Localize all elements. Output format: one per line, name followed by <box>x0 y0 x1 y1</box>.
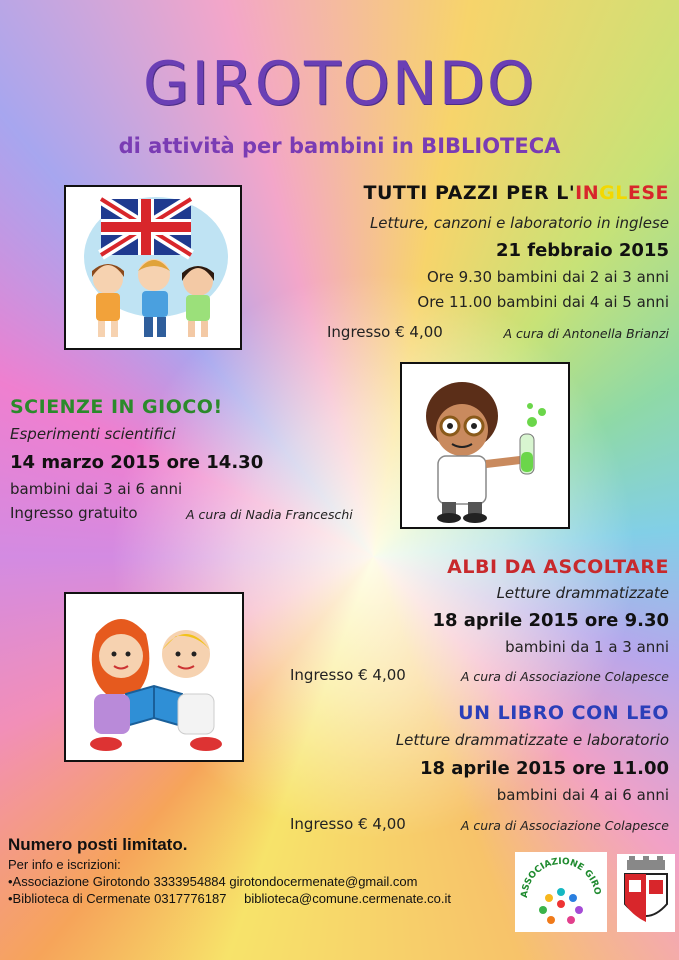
event-1-curator: A cura di Antonella Brianzi <box>503 326 669 341</box>
event-1-title <box>364 182 669 204</box>
event-3-title: ALBI DA ASCOLTARE <box>447 556 669 578</box>
logo-text: ASSOCIAZIONE GIRO <box>519 856 602 899</box>
event-2-curator: A cura di Nadia Franceschi <box>186 507 353 522</box>
event-1-time-2: Ore 11.00 bambini dai 4 ai 5 anni <box>417 293 669 311</box>
event-1-time-1: Ore 9.30 bambini dai 2 ai 3 anni <box>426 268 669 286</box>
contact-library <box>8 891 451 906</box>
event-4-date: 18 aprile 2015 ore 11.00 <box>419 758 669 779</box>
event-3-entry: Ingresso € 4,00 <box>290 666 406 684</box>
event-1-title-part-b: IN <box>575 182 600 204</box>
event-3-age: bambini da 1 a 3 anni <box>505 638 669 656</box>
event-4-age: bambini dai 4 ai 6 anni <box>496 786 669 804</box>
event-1-title-part-d: ESE <box>627 182 669 204</box>
poster-title: GIROTONDO <box>142 49 537 119</box>
event-2-title: SCIENZE IN GIOCO! <box>10 396 223 418</box>
event-4-description: Letture drammatizzate e laboratorio <box>395 731 669 749</box>
library-email-link[interactable]: biblioteca@comune.cermenate.co.it <box>244 891 451 906</box>
event-1-date: 21 febbraio 2015 <box>495 240 669 261</box>
scientist-illustration <box>400 362 570 529</box>
info-label: Per info e iscrizioni: <box>8 857 121 872</box>
limited-seats-notice: Numero posti limitato. <box>8 835 188 854</box>
event-1-title-part-c: GL <box>599 182 628 204</box>
event-1-description: Letture, canzoni e laboratorio in inglese <box>369 214 669 232</box>
english-kids-illustration <box>64 185 242 350</box>
event-3-date: 18 aprile 2015 ore 9.30 <box>432 610 669 631</box>
event-2-date: 14 marzo 2015 ore 14.30 <box>10 452 264 473</box>
association-logo <box>515 852 607 932</box>
event-3-description: Letture drammatizzate <box>496 584 669 602</box>
event-1-entry: Ingresso € 4,00 <box>327 323 443 341</box>
contact-association: •Associazione Girotondo 3333954884 girotondocermenate@gmail.com <box>8 874 418 889</box>
event-4-curator: A cura di Associazione Colapesce <box>460 818 669 833</box>
event-2-description: Esperimenti scientifici <box>10 425 176 443</box>
kids-reading-illustration <box>64 592 244 762</box>
event-3-curator: A cura di Associazione Colapesce <box>460 669 669 684</box>
contact-library-name: •Biblioteca di Cermenate 0317776187 <box>8 891 227 906</box>
event-4-entry: Ingresso € 4,00 <box>290 815 406 833</box>
event-2-entry: Ingresso gratuito <box>10 504 138 522</box>
town-coat-of-arms <box>617 854 675 932</box>
event-1-title-part-a: TUTTI PAZZI PER L' <box>363 182 576 204</box>
poster-subtitle: di attività per bambini in BIBLIOTECA <box>118 134 561 158</box>
event-4-title: UN LIBRO CON LEO <box>458 702 669 724</box>
event-2-age: bambini dai 3 ai 6 anni <box>10 480 183 498</box>
